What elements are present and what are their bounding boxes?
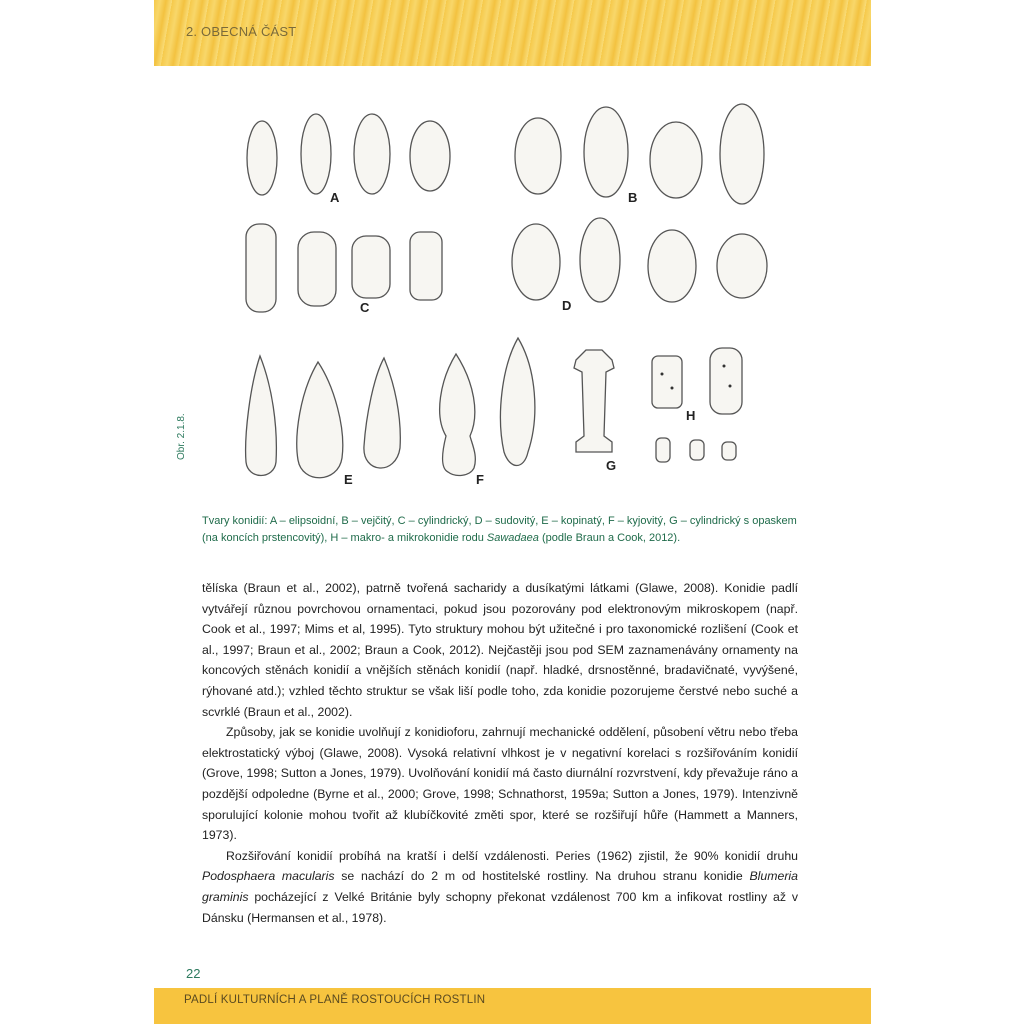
- label-d: D: [562, 298, 572, 313]
- page-number: 22: [186, 966, 201, 981]
- footer-band: [154, 988, 871, 1024]
- spore-g1: [574, 350, 614, 452]
- spore-h2: [710, 348, 742, 414]
- label-g: G: [606, 458, 617, 473]
- caption-text-2: (podle Braun a Cook, 2012).: [538, 532, 681, 544]
- label-e: E: [344, 472, 353, 487]
- conidia-figure: [234, 96, 794, 496]
- spore-b2: [584, 107, 628, 197]
- chapter-title: 2. OBECNÁ ČÁST: [186, 24, 297, 39]
- label-a: A: [330, 190, 340, 205]
- spore-c1: [246, 224, 276, 312]
- p3-species-1: Podosphaera macularis: [202, 869, 335, 884]
- spore-f2: [500, 338, 534, 466]
- caption-text-1: Tvary konidií: A – elipsoidní, B – vejčitý, C – cylindrický, D – sudovitý, E – kopinatý, F – kyjovitý, G – cylindrický s opaskem (na koncích prstencovitý), H – makro- a mikrokonidie rodu: [202, 515, 797, 544]
- body-text: [202, 578, 798, 928]
- caption-genus: Sawadaea: [486, 532, 539, 544]
- paragraph-3: [202, 846, 798, 928]
- p3-text-a: Rozšiřování konidií probíhá na kratší i delší vzdálenosti. Peries (1962) zjistil, že 90% konidií druhu: [226, 848, 798, 863]
- spore-f1: [440, 354, 476, 475]
- spore-a1: [247, 121, 277, 195]
- p3-species-2: Blumeria graminis: [202, 869, 798, 904]
- p3-text-b: se nachází do 2 m od hostitelské rostliny. Na druhou stranu konidie: [334, 869, 750, 884]
- spore-c3: [352, 236, 390, 298]
- label-f: F: [476, 472, 484, 487]
- spore-d1: [512, 224, 560, 300]
- spore-e1: [246, 356, 277, 476]
- spore-h5: [722, 442, 736, 460]
- page: [154, 0, 871, 1024]
- spore-h4: [690, 440, 704, 460]
- book-title: PADLÍ KULTURNÍCH A PLANĚ ROSTOUCÍCH ROSTLIN: [184, 994, 486, 1006]
- spore-c4: [410, 232, 442, 300]
- spore-a3: [354, 114, 390, 194]
- figure-caption: [202, 513, 798, 547]
- spore-a4: [410, 121, 450, 191]
- figure-number: Obr. 2.1.8.: [176, 413, 187, 460]
- spore-h1: [652, 356, 682, 408]
- label-c: C: [360, 300, 370, 315]
- paragraph-2: Způsoby, jak se konidie uvolňují z konidioforu, zahrnují mechanické oddělení, působení větru nebo třeba elektrostatický výboj (Glawe, 2008). Vysoká relativní vlhkost je v negativní korelaci s rozšiřováním konidií (Grove, 1998; Sutton a Jones, 1979). Uvolňování konidií má často diurnální rozvrstvení, kdy převažuje ráno a pozdější odpoledne (Byrne et al., 2000; Grove, 1998; Schnathorst, 1959a; Sutton a Jones, 1979). Intenzivně sporulující kolonie mohou tvořit až klubíčkovité změti spor, které se rozšiřují hůře (Hammett a Manners, 1973).: [202, 725, 798, 843]
- spore-c2: [298, 232, 336, 306]
- spore-d2: [580, 218, 620, 302]
- spore-a2: [301, 114, 331, 194]
- spore-h3: [656, 438, 670, 462]
- header-band: [154, 0, 871, 66]
- spore-b1: [515, 118, 561, 194]
- p3-text-c: pocházející z Velké Británie byly schopny překonat vzdálenost 700 km a infikovat rostliny až v Dánsku (Hermansen et al., 1978).: [202, 889, 798, 925]
- spore-d3: [648, 230, 696, 302]
- spore-e2: [297, 362, 343, 478]
- spore-b3: [650, 122, 702, 198]
- spore-d4: [717, 234, 767, 298]
- label-h: H: [686, 408, 696, 423]
- spore-e3: [364, 358, 400, 468]
- label-b: B: [628, 190, 638, 205]
- paragraph-1: tělíska (Braun et al., 2002), patrně tvořená sacharidy a dusíkatými látkami (Glawe, 2008). Konidie padlí vytvářejí různou povrchovou ornamentaci, pokud jsou pozorovány pod elektronovým mikroskopem (např. Cook et al., 1997; Mims et al, 1995). Tyto struktury mohou být užitečné i pro taxonomické rozlišení (Cook et al., 1997; Braun et al., 2002; Braun a Cook, 2012). Nejčastěji jsou pod SEM zaznamenávány ornamenty na koncových stěnách konidií a vnějších stěnách konidií (např. hladké, drsnostěnné, bradavičnaté, vyvýšené, rýhované atd.); vzhled těchto struktur se však liší podle toho, zda konidie pozorujeme čerstvé nebo suché a scvrklé (Braun et al., 2002).: [202, 581, 798, 719]
- spore-b4: [720, 104, 764, 204]
